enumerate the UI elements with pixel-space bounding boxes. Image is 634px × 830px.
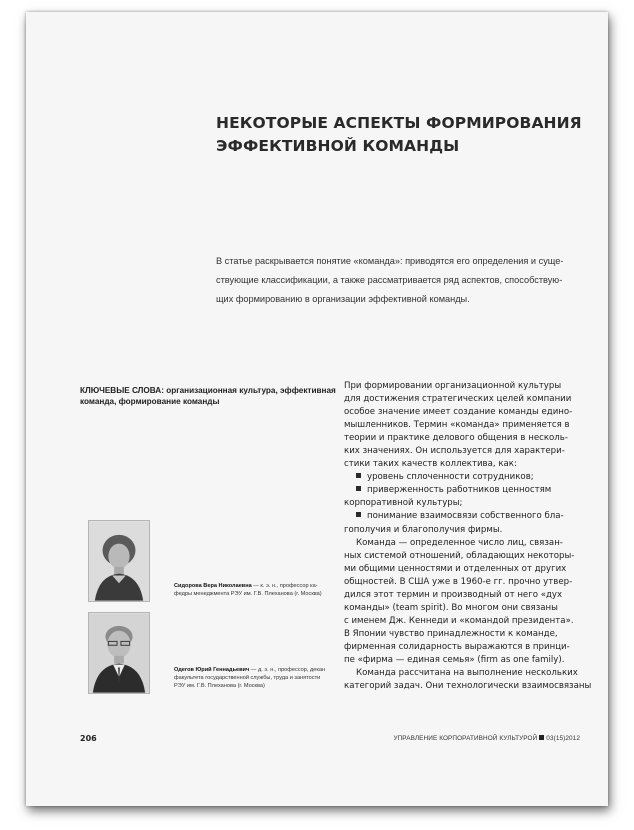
author-description: факультета государственной службы, труда и занятости <box>174 675 321 682</box>
abstract-line: В статье раскрывается понятие «команда»: приводятся его определения и суще- <box>216 256 564 266</box>
journal-name: УПРАВЛЕНИЕ КОРПОРАТИВНОЙ КУЛЬТУРОЙ <box>393 735 538 742</box>
body-line: Команда рассчитана на выполнение нескольких <box>356 668 578 679</box>
author-description: — д. э. н., профессор, декан <box>249 667 326 673</box>
body-line: особое значение имеет создание команды едино- <box>344 407 573 418</box>
abstract-line: ствующие классификации, а также рассматривается ряд аспектов, способствую- <box>216 275 563 285</box>
body-line: с именем Дж. Кеннеди и «командой президента». <box>344 615 574 626</box>
body-line: корпоративной культуры; <box>344 498 463 509</box>
body-line: ми общими ценностями и отделенных от других <box>344 563 567 574</box>
body-line: Команда — определенное число лиц, связан- <box>356 537 563 548</box>
bullet-item: понимание взаимосвязи собственного бла- <box>344 510 592 523</box>
title-line: НЕКОТОРЫЕ АСПЕКТЫ ФОРМИРОВАНИЯ <box>216 114 582 132</box>
keywords <box>80 385 336 407</box>
body-line: мышленников. Термин «команда» применяется в <box>344 420 570 431</box>
body-line: В Японии чувство принадлежности к команде, <box>344 628 558 639</box>
woman-portrait-icon <box>89 521 149 601</box>
article-title <box>216 112 582 158</box>
body-line: команды» (team spirit). Во многом они связаны <box>344 602 558 613</box>
body-line: пе «фирма — единая семья» (firm as one family). <box>344 654 565 665</box>
body-line: стики таких качеств коллектива, как: <box>344 459 517 470</box>
body-line: При формировании организационной культуры <box>344 381 562 391</box>
author-name: Одегов Юрий Геннадьевич <box>174 667 250 673</box>
body-line: ных системой отношений, обладающих некоторы- <box>344 550 575 561</box>
article-body <box>344 380 592 693</box>
journal-page <box>26 12 608 806</box>
author-description: — к. э. н., профессор ка- <box>251 583 318 589</box>
body-line: ких значениях. Он используется для характери- <box>344 446 565 457</box>
bullet-item: приверженность работников ценностям <box>344 484 592 497</box>
body-line: для достижения стратегических целей компании <box>344 394 572 405</box>
journal-footer <box>393 735 580 742</box>
author-description: РЭУ им. Г.В. Плеханова (г. Москва) <box>174 683 265 690</box>
square-separator-icon <box>539 735 544 740</box>
author-name: Сидорова Вера Николаевна <box>174 583 252 589</box>
body-line: категорий задач. Они технологически взаимосвязаны <box>344 681 592 692</box>
body-line: фирменная солидарность выражаются в принци- <box>344 641 570 652</box>
man-portrait-icon <box>89 613 149 693</box>
author-description: федры менеджмента РЭУ им. Г.В. Плеханова (г. Москва) <box>174 591 322 598</box>
keywords-line: команда, формирование команды <box>80 397 220 406</box>
square-bullet-icon <box>356 473 361 478</box>
abstract-line: щих формированию в организации эффективной команды. <box>216 294 470 304</box>
body-line: теории и практике делового общения в несколь- <box>344 433 568 444</box>
keywords-line: КЛЮЧЕВЫЕ СЛОВА: организационная культура, эффективная <box>80 386 336 395</box>
square-bullet-icon <box>356 512 361 517</box>
square-bullet-icon <box>356 486 361 491</box>
author-photo-man <box>88 612 150 694</box>
bullet-item: уровень сплоченности сотрудников; <box>344 471 592 484</box>
body-line: дился этот термин и производный от него «дух <box>344 589 563 600</box>
body-line: гополучия и благополучия фирмы. <box>344 524 503 535</box>
title-line: ЭФФЕКТИВНОЙ КОМАНДЫ <box>216 137 460 155</box>
article-abstract <box>216 252 586 309</box>
author-photo-woman <box>88 520 150 602</box>
body-line: общностей. В США уже в 1960-е гг. прочно утвер- <box>344 576 573 587</box>
author-info <box>174 582 334 598</box>
author-info <box>174 666 334 691</box>
page-number: 206 <box>80 734 97 743</box>
journal-issue: 03(15)2012 <box>546 735 580 742</box>
